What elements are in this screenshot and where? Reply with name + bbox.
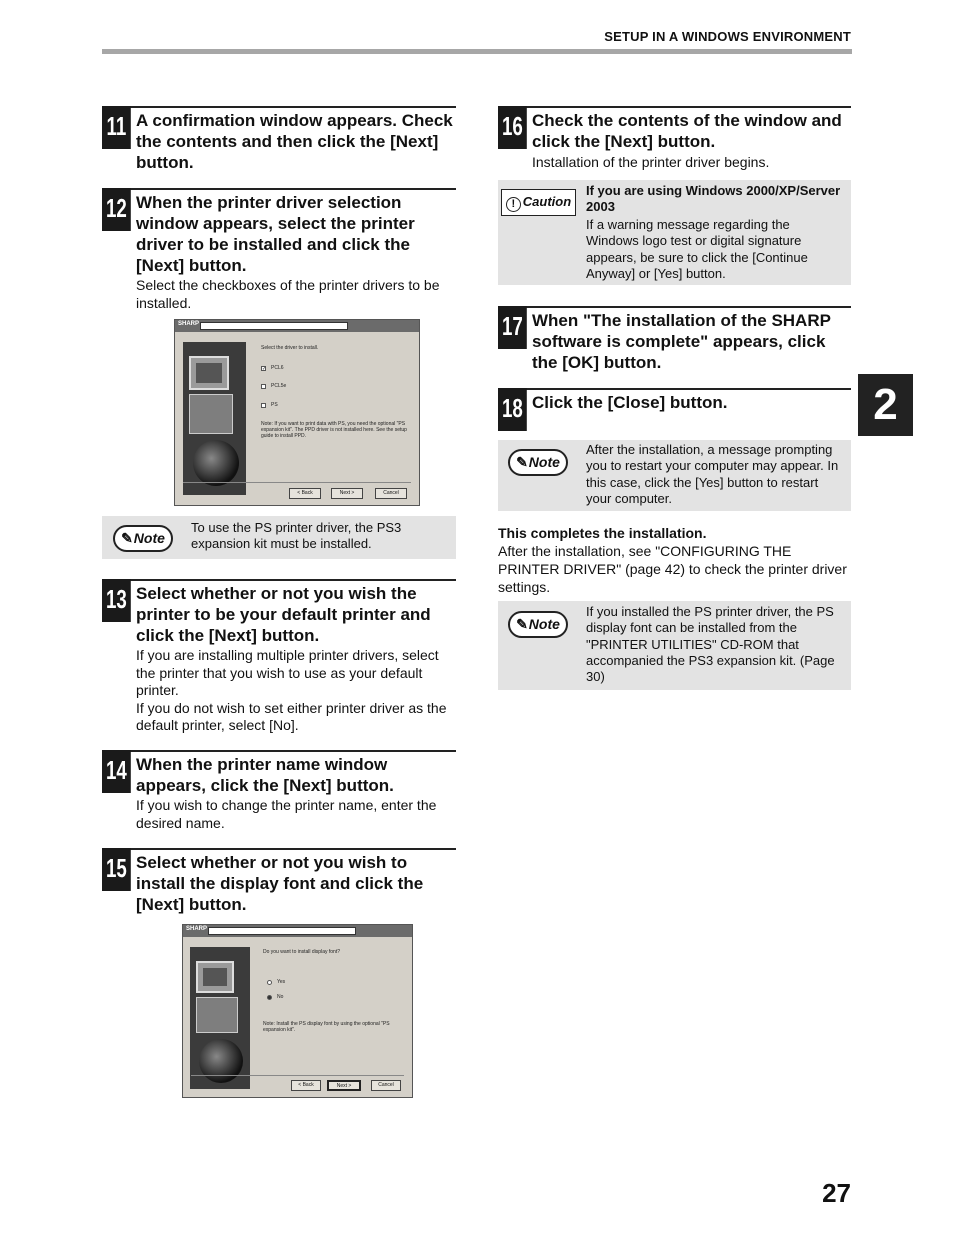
checkbox-ps bbox=[261, 403, 266, 408]
completion-text: After the installation, see "CONFIGURING THE PRINTER DRIVER" (page 42) to check the printer driver settings. bbox=[498, 543, 847, 595]
dialog-note: Note: If you want to print data with PS, you need the optional "PS expansion kit". The PPD driver is not installed here. See the setup guide to install PPD. bbox=[261, 421, 407, 439]
step-title: When the printer driver selection window appears, select the printer driver to be installed and click the [Next] button. bbox=[136, 193, 415, 275]
cd-icon bbox=[193, 440, 239, 486]
option-label: PCL6 bbox=[271, 365, 284, 371]
step-rule bbox=[498, 388, 851, 390]
monitor-icon bbox=[196, 961, 234, 993]
computer-icon bbox=[189, 394, 233, 434]
cancel-button: Cancel bbox=[375, 488, 407, 499]
pencil-icon: ✎ bbox=[121, 530, 133, 546]
dialog-note: Note: Install the PS display font by using the optional "PS expansion kit". bbox=[263, 1021, 390, 1033]
next-button: Next > bbox=[331, 488, 363, 499]
step-title: Check the contents of the window and click the [Next] button. bbox=[532, 111, 842, 151]
caution-badge-label: Caution bbox=[522, 194, 572, 209]
step-rule bbox=[498, 106, 851, 108]
step-16 bbox=[498, 106, 851, 174]
caution-badge bbox=[501, 189, 576, 216]
window-brand: SHARP bbox=[186, 926, 208, 932]
step-rule bbox=[498, 306, 851, 308]
step-number: 15 bbox=[102, 848, 131, 891]
step-rule bbox=[102, 106, 456, 108]
window-titlebar bbox=[175, 320, 419, 332]
checkbox-pcl5e bbox=[261, 384, 266, 389]
driver-selection-screenshot bbox=[174, 319, 420, 506]
step-body: If you wish to change the printer name, enter the desired name. bbox=[136, 797, 437, 831]
back-button: < Back bbox=[289, 488, 321, 499]
option-label: No bbox=[277, 994, 284, 1000]
step-number: 12 bbox=[102, 188, 131, 231]
step-title: A confirmation window appears. Check the contents and then click the [Next] button. bbox=[136, 111, 453, 172]
window-titlebar bbox=[183, 925, 412, 937]
dialog-divider bbox=[191, 1075, 404, 1076]
completion-title: This completes the installation. bbox=[498, 525, 707, 541]
step-title: When the printer name window appears, click the [Next] button. bbox=[136, 755, 394, 795]
step-rule bbox=[102, 750, 456, 752]
step-number: 11 bbox=[102, 106, 131, 149]
step-title: Select whether or not you wish to install the display font and click the [Next] button. bbox=[136, 853, 424, 914]
header-rule bbox=[102, 49, 852, 54]
running-header: SETUP IN A WINDOWS ENVIRONMENT bbox=[604, 29, 851, 44]
step-title: Select whether or not you wish the printer to be your default printer and click the [Next] button. bbox=[136, 584, 431, 645]
dialog-divider bbox=[183, 482, 411, 483]
pencil-icon: ✎ bbox=[516, 616, 528, 632]
step-rule bbox=[102, 188, 456, 190]
back-button: < Back bbox=[291, 1080, 321, 1091]
step-title: When "The installation of the SHARP software is complete" appears, click the [OK] button. bbox=[532, 311, 831, 372]
step-15 bbox=[102, 848, 456, 918]
next-button: Next > bbox=[327, 1080, 361, 1091]
installer-side-image bbox=[190, 947, 250, 1089]
step-rule bbox=[102, 848, 456, 850]
step-17 bbox=[498, 306, 851, 376]
completion-block bbox=[498, 524, 851, 596]
chapter-tab: 2 bbox=[858, 374, 913, 436]
step-body: Select the checkboxes of the printer drivers to be installed. bbox=[136, 277, 440, 311]
step-number: 18 bbox=[498, 388, 527, 431]
display-font-screenshot bbox=[182, 924, 413, 1098]
option-label: Yes bbox=[277, 979, 286, 985]
step-11 bbox=[102, 106, 456, 186]
note-badge bbox=[113, 525, 173, 552]
step-rule bbox=[102, 579, 456, 581]
cd-icon bbox=[199, 1039, 243, 1083]
step-14 bbox=[102, 750, 456, 835]
caution-box bbox=[498, 180, 851, 285]
note-text: After the installation, a message prompting you to restart your computer may appear. In this case, click the [Yes] button to restart your computer. bbox=[586, 442, 839, 506]
window-title-field bbox=[200, 322, 348, 330]
note-badge-label: Note bbox=[528, 616, 560, 632]
note-text: To use the PS printer driver, the PS3 expansion kit must be installed. bbox=[191, 520, 402, 552]
step-number: 14 bbox=[102, 750, 131, 793]
note-ps3-box bbox=[102, 516, 456, 559]
step-body: Installation of the printer driver begins. bbox=[532, 154, 770, 170]
radio-yes bbox=[267, 980, 272, 985]
installer-side-image bbox=[183, 342, 246, 495]
note-badge bbox=[508, 449, 568, 476]
note-font-box bbox=[498, 601, 851, 690]
step-body: If you are installing multiple printer drivers, select the printer that you wish to use as your default printer. If you do not wish to set either printer driver as the default printer, select [No]. bbox=[136, 647, 447, 733]
option-label: PCL5e bbox=[271, 383, 287, 389]
option-label: PS bbox=[271, 402, 278, 408]
note-badge bbox=[508, 611, 568, 638]
step-number: 17 bbox=[498, 306, 527, 349]
step-number: 16 bbox=[498, 106, 527, 149]
step-12 bbox=[102, 188, 456, 318]
checkbox-pcl6: ✓ bbox=[262, 366, 267, 372]
dialog-prompt: Do you want to install display font? bbox=[263, 949, 340, 955]
radio-no bbox=[267, 995, 272, 1000]
step-number: 13 bbox=[102, 579, 131, 622]
note-badge-label: Note bbox=[133, 530, 165, 546]
step-13 bbox=[102, 579, 456, 739]
caution-text: If a warning message regarding the Windows logo test or digital signature appears, be sure to click the [Continue Anyway] or [Yes] button. bbox=[586, 217, 808, 281]
note-badge-label: Note bbox=[528, 454, 560, 470]
computer-icon bbox=[196, 997, 238, 1033]
dialog-prompt: Select the driver to install. bbox=[261, 345, 319, 351]
caution-heading: If you are using Windows 2000/XP/Server 2003 bbox=[586, 183, 841, 215]
note-text: If you installed the PS printer driver, the PS display font can be installed from the "PRINTER UTILITIES" CD-ROM that accompanied the PS3 expansion kit. (Page 30) bbox=[586, 604, 835, 685]
monitor-icon bbox=[189, 356, 229, 390]
page-number: 27 bbox=[822, 1178, 851, 1208]
cancel-button: Cancel bbox=[371, 1080, 401, 1091]
window-brand: SHARP bbox=[178, 321, 200, 327]
pencil-icon: ✎ bbox=[516, 454, 528, 470]
exclamation-icon: ! bbox=[506, 197, 521, 212]
step-title: Click the [Close] button. bbox=[532, 393, 728, 412]
step-18 bbox=[498, 388, 851, 433]
window-title-field bbox=[208, 927, 356, 935]
note-restart-box bbox=[498, 440, 851, 511]
